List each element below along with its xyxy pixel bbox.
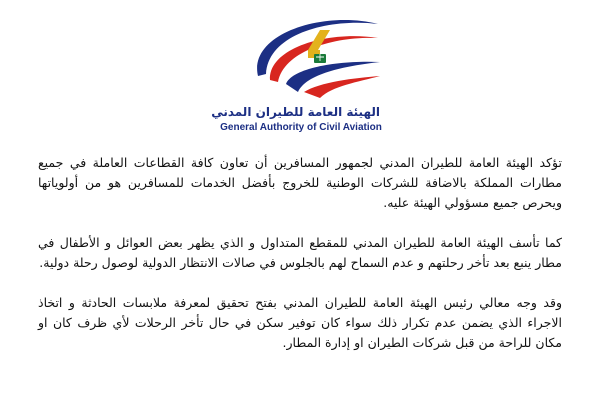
paragraph-2: كما تأسف الهيئة العامة للطيران المدني للمقطع المتداول و الذي يظهر بعض العوائل و الأطفال في مطار ينبع بعد تأخر رحلتهم و عدم السماح لهم بالجلوس في صالات الانتظار الدولية لوصول رحلة دولية.	[38, 235, 562, 270]
paragraph-3: وقد وجه معالي رئيس الهيئة العامة للطيران المدني بفتح تحقيق لمعرفة ملابسات الحادثة و اتخاذ الاجراء الذي يضمن عدم تكرار ذلك سواء كان توفير سكن في حال تأخر الرحلات لأي ظرف كان او مكان للراحة من قبل شركات الطيران او إدارة المطار.	[38, 295, 562, 350]
gaca-logo	[206, 4, 406, 134]
statement-body	[38, 153, 562, 373]
paragraph-1: تؤكد الهيئة العامة للطيران المدني لجمهور المسافرين أن تعاون كافة القطاعات العاملة في جميع مطارات المملكة بالاضافة للشركات الوطنية للخروج بأفضل الخدمات للمسافرين هو من أولوياتها ويحرص جميع مسؤولي الهيئة عليه.	[38, 155, 562, 210]
logo-english-name: General Authority of Civil Aviation	[220, 122, 382, 133]
logo-arabic-name: الهيئة العامة للطيران المدني	[211, 105, 380, 119]
gaca-emblem-icon	[228, 4, 388, 104]
